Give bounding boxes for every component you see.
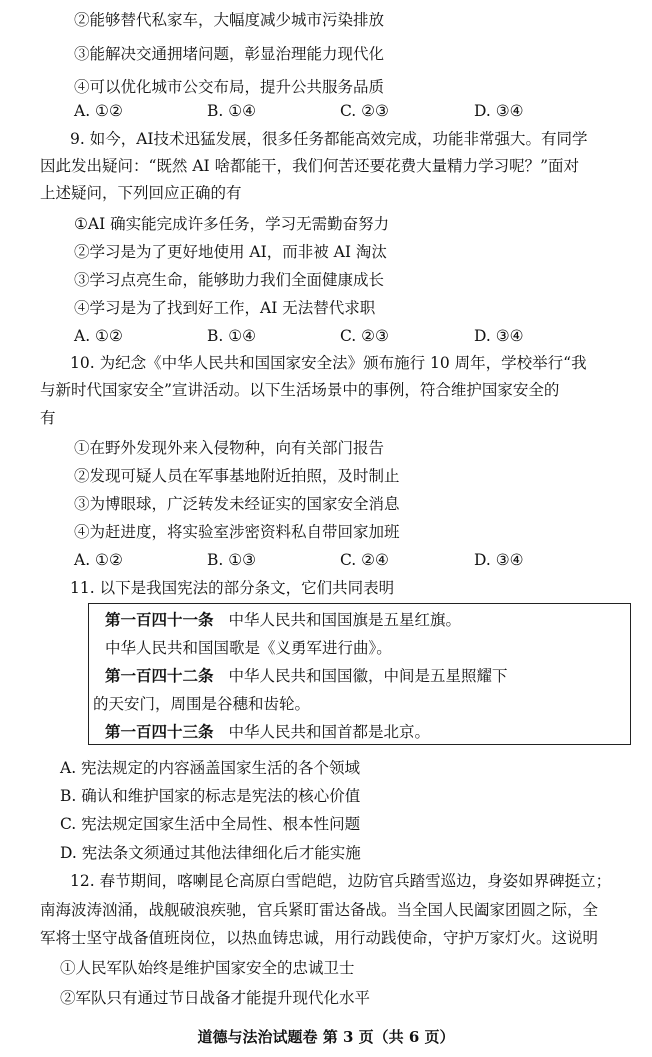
q10-option-a: A. ①②	[74, 551, 123, 569]
q8-option-d: D. ③④	[474, 102, 524, 120]
article-142-text: 中华人民共和国国徽，中间是五星照耀下	[228, 667, 508, 685]
q11-option-d: D. 宪法条文须通过其他法律细化后才能实施	[60, 844, 361, 862]
q10-option-c: C. ②④	[340, 551, 389, 569]
q11-option-a: A. 宪法规定的内容涵盖国家生活的各个领域	[60, 759, 361, 777]
q9-statement-3: ③学习点亮生命，能够助力我们全面健康成长	[74, 271, 385, 289]
page-footer: 道德与法治试题卷 第 3 页（共 6 页）	[197, 1028, 455, 1046]
article-142	[105, 666, 507, 686]
q9-statement-4: ④学习是为了找到好工作，AI 无法替代求职	[74, 299, 376, 317]
q11-stem: 11. 以下是我国宪法的部分条文，它们共同表明	[70, 579, 395, 597]
article-143-text: 中华人民共和国首都是北京。	[228, 723, 430, 741]
q8-option-a: A. ①②	[74, 102, 123, 120]
q8-statement-3: ③能解决交通拥堵问题，彰显治理能力现代化	[74, 45, 385, 63]
q10-option-d: D. ③④	[474, 551, 524, 569]
article-141-title: 第一百四十一条	[105, 610, 214, 629]
q10-statement-1: ①在野外发现外来入侵物种，向有关部门报告	[74, 439, 385, 457]
q9-stem-line-1: 9. 如今，AI技术迅猛发展，很多任务都能高效完成，功能非常强大。有同学	[70, 130, 588, 148]
article-143	[105, 722, 430, 742]
q9-stem-line-3: 上述疑问，下列回应正确的有	[40, 184, 242, 202]
q10-stem-line-3: 有	[40, 409, 56, 427]
q8-option-c: C. ②③	[340, 102, 389, 120]
q9-option-d: D. ③④	[474, 327, 524, 345]
q8-statement-4: ④可以优化城市公交布局，提升公共服务品质	[74, 78, 385, 96]
q9-stem-line-2: 因此发出疑问：“既然 AI 啥都能干，我们何苦还要花费大量精力学习呢？”面对	[40, 157, 580, 175]
q12-statement-2: ②军队只有通过节日战备才能提升现代化水平	[60, 989, 371, 1007]
article-141-anthem: 中华人民共和国国歌是《义勇军进行曲》。	[105, 639, 392, 657]
q9-option-c: C. ②③	[340, 327, 389, 345]
q10-statement-2: ②发现可疑人员在军事基地附近拍照，及时制止	[74, 467, 400, 485]
q11-option-b: B. 确认和维护国家的标志是宪法的核心价值	[60, 787, 361, 805]
article-142-title: 第一百四十二条	[105, 666, 214, 685]
q12-stem-line-3: 军将士坚守战备值班岗位，以热血铸忠诚，用行动践使命，守护万家灯火。这说明	[40, 929, 599, 947]
article-141-text: 中华人民共和国国旗是五星红旗。	[228, 611, 461, 629]
article-142-continued: 的天安门，周围是谷穗和齿轮。	[93, 695, 311, 713]
q12-stem-line-1: 12. 春节期间，喀喇昆仑高原白雪皑皑，边防官兵踏雪巡边，身姿如界碑挺立；	[70, 872, 612, 890]
constitution-excerpt-box	[88, 603, 631, 745]
q10-stem-line-1: 10. 为纪念《中华人民共和国国家安全法》颁布施行 10 周年，学校举行“我	[70, 354, 587, 372]
q10-statement-4: ④为赶进度，将实验室涉密资料私自带回家加班	[74, 523, 400, 541]
q12-stem-line-2: 南海波涛汹涌，战舰破浪疾驰，官兵紧盯雷达备战。当全国人民阖家团圆之际，全	[40, 901, 599, 919]
q12-statement-1: ①人民军队始终是维护国家安全的忠诚卫士	[60, 959, 355, 977]
q9-option-a: A. ①②	[74, 327, 123, 345]
q10-statement-3: ③为博眼球，广泛转发未经证实的国家安全消息	[74, 495, 400, 513]
article-141	[105, 610, 461, 630]
q10-option-b: B. ①③	[207, 551, 257, 569]
q9-statement-2: ②学习是为了更好地使用 AI，而非被 AI 淘汰	[74, 243, 387, 261]
article-143-title: 第一百四十三条	[105, 722, 214, 741]
q8-option-b: B. ①④	[207, 102, 257, 120]
q10-stem-line-2: 与新时代国家安全”宣讲活动。以下生活场景中的事例，符合维护国家安全的	[40, 381, 560, 399]
q9-statement-1: ①AI 确实能完成许多任务，学习无需勤奋努力	[74, 215, 390, 233]
q11-option-c: C. 宪法规定国家生活中全局性、根本性问题	[60, 815, 361, 833]
q9-option-b: B. ①④	[207, 327, 257, 345]
q8-statement-2: ②能够替代私家车，大幅度减少城市污染排放	[74, 11, 385, 29]
